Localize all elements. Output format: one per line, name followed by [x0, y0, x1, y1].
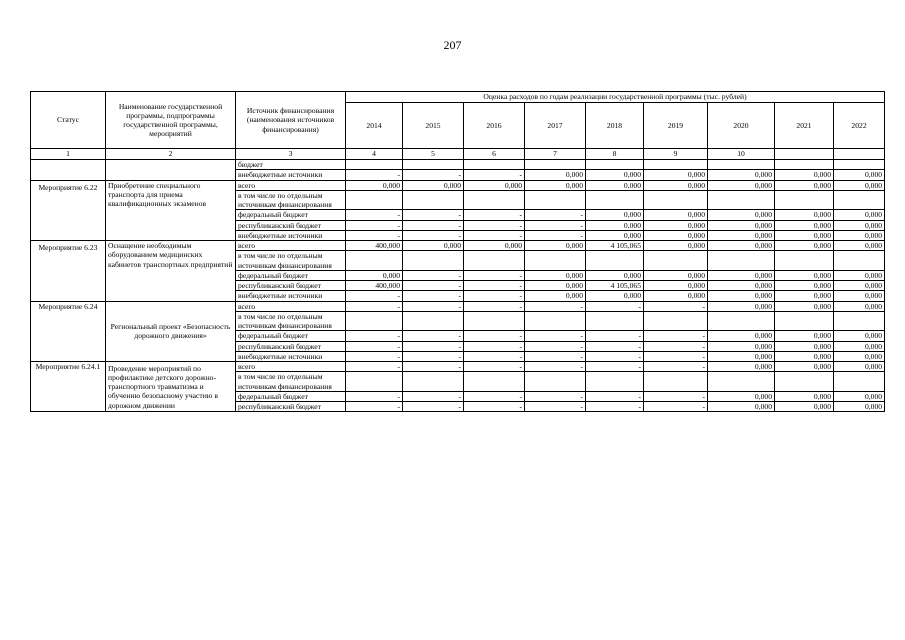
value-cell: - [586, 331, 644, 341]
value-cell: 400,000 [346, 241, 403, 251]
value-cell [834, 311, 885, 331]
value-cell [834, 190, 885, 210]
value-cell: 0,000 [346, 270, 403, 280]
header-name: Наименование государственной программы, подпрограммы государственной программы, мероприятий [106, 92, 236, 149]
value-cell: 0,000 [775, 220, 834, 230]
value-cell: - [525, 301, 586, 311]
column-number [834, 149, 885, 160]
value-cell: 0,000 [708, 270, 775, 280]
value-cell: - [464, 281, 525, 291]
value-cell: - [464, 270, 525, 280]
value-cell [403, 372, 464, 392]
value-cell: 0,000 [644, 210, 708, 220]
funding-source-cell: федеральный бюджет [236, 210, 346, 220]
year-header: 2017 [525, 103, 586, 149]
value-cell: - [525, 230, 586, 240]
status-cell: Мероприятие 6.22 [31, 180, 106, 241]
value-cell: - [586, 341, 644, 351]
value-cell: - [464, 210, 525, 220]
value-cell [346, 190, 403, 210]
funding-source-cell: всего [236, 362, 346, 372]
value-cell: 0,000 [525, 281, 586, 291]
value-cell [525, 372, 586, 392]
column-number: 7 [525, 149, 586, 160]
value-cell: - [464, 301, 525, 311]
year-header: 2018 [586, 103, 644, 149]
value-cell: - [403, 230, 464, 240]
table-row [31, 160, 885, 170]
value-cell: - [346, 341, 403, 351]
value-cell: - [403, 402, 464, 412]
value-cell: - [464, 230, 525, 240]
value-cell: 0,000 [834, 220, 885, 230]
year-header: 2020 [708, 103, 775, 149]
status-cell [31, 160, 106, 181]
value-cell: 0,000 [644, 220, 708, 230]
value-cell: 0,000 [464, 180, 525, 190]
value-cell: - [346, 402, 403, 412]
value-cell: - [403, 291, 464, 301]
value-cell: 0,000 [708, 351, 775, 361]
value-cell: - [403, 281, 464, 291]
value-cell [775, 251, 834, 271]
budget-table [30, 91, 885, 412]
value-cell: 0,000 [834, 362, 885, 372]
value-cell: 0,000 [586, 291, 644, 301]
value-cell: - [346, 170, 403, 180]
value-cell: 0,000 [644, 230, 708, 240]
value-cell [644, 190, 708, 210]
value-cell: 0,000 [708, 331, 775, 341]
value-cell: 0,000 [708, 291, 775, 301]
status-cell: Мероприятие 6.23 [31, 241, 106, 302]
value-cell [708, 251, 775, 271]
value-cell: 0,000 [775, 301, 834, 311]
value-cell: - [644, 402, 708, 412]
value-cell: 4 105,065 [586, 281, 644, 291]
value-cell [586, 251, 644, 271]
value-cell [464, 190, 525, 210]
value-cell [834, 372, 885, 392]
column-number: 9 [644, 149, 708, 160]
column-number: 10 [708, 149, 775, 160]
value-cell: 0,000 [525, 270, 586, 280]
value-cell: - [525, 210, 586, 220]
value-cell: - [346, 301, 403, 311]
value-cell [346, 160, 403, 170]
value-cell: - [525, 351, 586, 361]
value-cell: 0,000 [834, 180, 885, 190]
value-cell: - [346, 210, 403, 220]
value-cell [708, 311, 775, 331]
year-header: 2016 [464, 103, 525, 149]
value-cell: 0,000 [464, 241, 525, 251]
funding-source-cell: республиканский бюджет [236, 402, 346, 412]
value-cell: 0,000 [708, 210, 775, 220]
value-cell: 0,000 [834, 281, 885, 291]
value-cell: 0,000 [403, 241, 464, 251]
funding-source-cell: республиканский бюджет [236, 341, 346, 351]
value-cell: - [464, 331, 525, 341]
value-cell: 0,000 [775, 331, 834, 341]
value-cell [775, 372, 834, 392]
funding-source-cell: федеральный бюджет [236, 391, 346, 401]
value-cell [644, 372, 708, 392]
value-cell: - [403, 170, 464, 180]
value-cell: 0,000 [834, 331, 885, 341]
value-cell: 0,000 [586, 210, 644, 220]
funding-source-cell: внебюджетные источники [236, 230, 346, 240]
value-cell [346, 311, 403, 331]
value-cell [403, 160, 464, 170]
value-cell: 0,000 [834, 402, 885, 412]
value-cell: - [403, 341, 464, 351]
value-cell: 0,000 [775, 270, 834, 280]
value-cell: - [403, 391, 464, 401]
value-cell [525, 190, 586, 210]
column-number: 5 [403, 149, 464, 160]
value-cell: 0,000 [346, 180, 403, 190]
value-cell: 0,000 [708, 241, 775, 251]
status-cell: Мероприятие 6.24.1 [31, 362, 106, 412]
value-cell [403, 251, 464, 271]
value-cell: - [464, 170, 525, 180]
funding-source-cell: республиканский бюджет [236, 281, 346, 291]
column-number: 3 [236, 149, 346, 160]
table-row [31, 301, 885, 311]
header-estimate: Оценка расходов по годам реализации государственной программы (тыс. рублей) [346, 92, 885, 103]
value-cell: 0,000 [525, 180, 586, 190]
value-cell: - [464, 220, 525, 230]
measure-name-cell: Региональный проект «Безопасность дорожного движения» [106, 301, 236, 362]
value-cell: 0,000 [708, 230, 775, 240]
value-cell [775, 160, 834, 170]
value-cell [464, 251, 525, 271]
status-cell: Мероприятие 6.24 [31, 301, 106, 362]
value-cell: - [464, 351, 525, 361]
value-cell: - [586, 402, 644, 412]
measure-name-cell: Приобретение специального транспорта для приема квалификационных экзаменов [106, 180, 236, 241]
funding-source-cell: республиканский бюджет [236, 220, 346, 230]
value-cell: - [644, 351, 708, 361]
value-cell: - [464, 391, 525, 401]
value-cell: 0,000 [834, 341, 885, 351]
value-cell [403, 311, 464, 331]
value-cell: - [346, 362, 403, 372]
value-cell [346, 372, 403, 392]
funding-source-cell: в том числе по отдельным источникам финансирования [236, 372, 346, 392]
value-cell: 0,000 [834, 270, 885, 280]
value-cell [525, 251, 586, 271]
value-cell [464, 160, 525, 170]
value-cell [586, 190, 644, 210]
value-cell: 0,000 [708, 391, 775, 401]
funding-source-cell: в том числе по отдельным источникам финансирования [236, 251, 346, 271]
value-cell: 0,000 [525, 170, 586, 180]
funding-source-cell: всего [236, 180, 346, 190]
value-cell: - [464, 291, 525, 301]
value-cell: 0,000 [586, 180, 644, 190]
year-header: 2014 [346, 103, 403, 149]
value-cell: 0,000 [775, 241, 834, 251]
value-cell: 0,000 [708, 362, 775, 372]
value-cell: 0,000 [644, 291, 708, 301]
value-cell: - [403, 210, 464, 220]
value-cell [403, 190, 464, 210]
value-cell [644, 160, 708, 170]
header-status: Статус [31, 92, 106, 149]
value-cell: 0,000 [644, 170, 708, 180]
value-cell: - [525, 220, 586, 230]
table-row [31, 180, 885, 190]
value-cell: 0,000 [708, 180, 775, 190]
value-cell: 0,000 [708, 281, 775, 291]
table-row [31, 241, 885, 251]
value-cell [644, 311, 708, 331]
column-number: 4 [346, 149, 403, 160]
value-cell: 0,000 [775, 351, 834, 361]
value-cell: 0,000 [586, 270, 644, 280]
value-cell [586, 372, 644, 392]
value-cell: - [346, 291, 403, 301]
table-row [31, 362, 885, 372]
value-cell: 0,000 [834, 291, 885, 301]
year-header: 2021 [775, 103, 834, 149]
value-cell: - [464, 341, 525, 351]
value-cell: 0,000 [834, 170, 885, 180]
header-source: Источник финансирования (наименования источников финансирования) [236, 92, 346, 149]
funding-source-cell: в том числе по отдельным источникам финансирования [236, 311, 346, 331]
value-cell: 0,000 [708, 402, 775, 412]
funding-source-cell: всего [236, 301, 346, 311]
value-cell: 0,000 [644, 241, 708, 251]
value-cell: - [403, 270, 464, 280]
value-cell: - [586, 351, 644, 361]
funding-source-cell: внебюджетные источники [236, 170, 346, 180]
value-cell: 0,000 [708, 341, 775, 351]
value-cell: - [346, 230, 403, 240]
value-cell: 0,000 [525, 291, 586, 301]
value-cell: - [346, 351, 403, 361]
value-cell: - [346, 331, 403, 341]
value-cell: - [586, 391, 644, 401]
value-cell: 0,000 [834, 210, 885, 220]
value-cell: - [464, 402, 525, 412]
value-cell: 0,000 [775, 180, 834, 190]
funding-source-cell: бюджет [236, 160, 346, 170]
value-cell [708, 160, 775, 170]
value-cell: - [525, 331, 586, 341]
value-cell: - [403, 362, 464, 372]
funding-source-cell: федеральный бюджет [236, 270, 346, 280]
column-number [775, 149, 834, 160]
value-cell: 0,000 [708, 220, 775, 230]
value-cell [708, 190, 775, 210]
funding-source-cell: федеральный бюджет [236, 331, 346, 341]
value-cell: 0,000 [586, 220, 644, 230]
measure-name-cell [106, 160, 236, 181]
value-cell [834, 251, 885, 271]
value-cell: - [403, 331, 464, 341]
value-cell: - [464, 362, 525, 372]
value-cell: 0,000 [834, 391, 885, 401]
value-cell: 0,000 [775, 291, 834, 301]
value-cell: 0,000 [834, 301, 885, 311]
value-cell [464, 311, 525, 331]
value-cell [775, 311, 834, 331]
value-cell: 0,000 [775, 341, 834, 351]
value-cell [586, 311, 644, 331]
value-cell [525, 160, 586, 170]
funding-source-cell: внебюджетные источники [236, 351, 346, 361]
value-cell [834, 160, 885, 170]
value-cell: 0,000 [775, 210, 834, 220]
value-cell [525, 311, 586, 331]
value-cell: 0,000 [775, 170, 834, 180]
value-cell: 0,000 [775, 402, 834, 412]
value-cell: 0,000 [708, 301, 775, 311]
value-cell: 0,000 [644, 180, 708, 190]
value-cell: 0,000 [644, 270, 708, 280]
measure-name-cell: Оснащение необходимым оборудованием медицинских кабинетов транспортных предприятий [106, 241, 236, 302]
page-number: 207 [443, 38, 462, 52]
value-cell: 0,000 [586, 170, 644, 180]
value-cell: - [586, 362, 644, 372]
value-cell: 0,000 [403, 180, 464, 190]
value-cell [775, 190, 834, 210]
value-cell: 400,000 [346, 281, 403, 291]
value-cell: 0,000 [775, 362, 834, 372]
value-cell: - [525, 391, 586, 401]
year-header: 2015 [403, 103, 464, 149]
value-cell [464, 372, 525, 392]
value-cell [644, 251, 708, 271]
value-cell: 0,000 [834, 230, 885, 240]
column-number: 1 [31, 149, 106, 160]
value-cell: - [525, 341, 586, 351]
column-number: 8 [586, 149, 644, 160]
column-number-row [31, 149, 885, 160]
column-number: 6 [464, 149, 525, 160]
value-cell: 0,000 [775, 230, 834, 240]
value-cell: - [644, 362, 708, 372]
value-cell: - [346, 391, 403, 401]
value-cell: - [403, 301, 464, 311]
value-cell [346, 251, 403, 271]
funding-source-cell: в том числе по отдельным источникам финансирования [236, 190, 346, 210]
budget-body [31, 160, 885, 412]
year-header: 2019 [644, 103, 708, 149]
value-cell: - [586, 301, 644, 311]
value-cell: 0,000 [775, 391, 834, 401]
value-cell: 4 105,065 [586, 241, 644, 251]
value-cell: - [644, 341, 708, 351]
column-number: 2 [106, 149, 236, 160]
value-cell: 0,000 [775, 281, 834, 291]
year-header: 2022 [834, 103, 885, 149]
value-cell [586, 160, 644, 170]
value-cell: 0,000 [708, 170, 775, 180]
value-cell: - [525, 402, 586, 412]
value-cell: - [525, 362, 586, 372]
value-cell: 0,000 [586, 230, 644, 240]
funding-source-cell: внебюджетные источники [236, 291, 346, 301]
measure-name-cell: Проведение мероприятий по профилактике детского дорожно-транспортного травматизма и обучению безопасному участию в дорожном движении [106, 362, 236, 412]
value-cell: - [403, 351, 464, 361]
value-cell [708, 372, 775, 392]
value-cell: - [346, 220, 403, 230]
value-cell: - [644, 331, 708, 341]
value-cell: - [644, 301, 708, 311]
value-cell: - [644, 391, 708, 401]
value-cell: 0,000 [834, 351, 885, 361]
value-cell: 0,000 [525, 241, 586, 251]
value-cell: 0,000 [834, 241, 885, 251]
value-cell: - [403, 220, 464, 230]
funding-source-cell: всего [236, 241, 346, 251]
value-cell: 0,000 [644, 281, 708, 291]
